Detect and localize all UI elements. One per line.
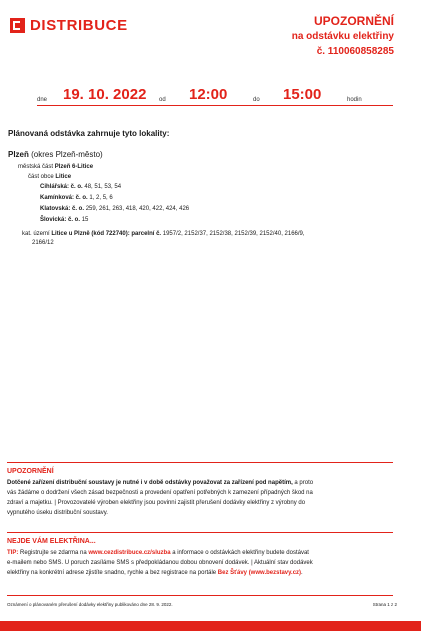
street-numbers: 1, 2, 5, 6 — [89, 195, 113, 201]
localities-intro: Plánovaná odstávka zahrnuje tyto lokality: — [8, 129, 170, 138]
to-label: do — [253, 97, 260, 103]
notice-subtitle: na odstávku elektřiny — [291, 31, 394, 42]
tip-text — [7, 548, 395, 578]
cez-distribuce-logo — [10, 17, 128, 34]
date-row-underline — [37, 105, 393, 106]
tip-line2: e-mailem nebo SMS. U poruch zasíláme SMS s předpokládanou dobou obnovení dodávek. | Aktuální stav dodávek — [7, 560, 313, 566]
outage-date-row — [37, 86, 393, 106]
hours-label: hodin — [347, 97, 362, 103]
tip-line1-a: Registrujte se zdarma na — [20, 550, 87, 556]
warning-divider — [7, 462, 393, 463]
publication-note: Oznámení o plánovaném přerušení dodávky elektřiny publikováno dne 28. 9. 2022. — [7, 602, 173, 607]
tip-line3-a: elektřiny na konkrétní adrese zjistíte snadno, rychle a bez registrace na portále — [7, 570, 217, 576]
from-label: od — [159, 97, 166, 103]
street-numbers: 259, 261, 263, 418, 420, 422, 424, 426 — [85, 206, 190, 212]
district-name: Plzeň 6-Litice — [54, 164, 94, 170]
street-row — [40, 217, 88, 223]
date-label: dne — [37, 97, 48, 103]
part-line — [28, 174, 71, 180]
kat-name: Litice u Plzně — [51, 231, 90, 237]
street-row — [40, 195, 113, 201]
street-numbers: 15 — [81, 217, 89, 223]
cadastral-area-block — [22, 230, 392, 248]
bezstavy-link[interactable]: Bez Šťávy (www.bezstavy.cz) — [217, 570, 302, 576]
street-name: Cihlářská: č. o. — [40, 184, 83, 190]
tip-title: NEJDE VÁM ELEKTŘINA... — [7, 538, 96, 545]
outage-date: 19. 10. 2022 — [63, 86, 147, 103]
kat-prefix: kat. území — [22, 231, 50, 237]
warning-line3: zdraví a majetku. | Provozovatelé výroben elektřiny jsou povinni zajistit přerušení dodávky elektřiny z výrobny do — [7, 500, 306, 506]
kat-parcels-line2: 2166/12 — [32, 240, 54, 246]
tip-line3-end: . — [301, 570, 303, 576]
time-to: 15:00 — [283, 86, 322, 103]
kat-parcels-line1: 1957/2, 2152/37, 2152/38, 2152/39, 2152/40, 2166/9, — [162, 231, 305, 237]
cez-service-link[interactable]: www.cezdistribuce.cz/sluzba — [88, 550, 171, 556]
city-name: Plzeň — [8, 150, 29, 159]
district-prefix: městská část — [18, 164, 54, 170]
kat-code: (kód 722740): parcelní č. — [91, 231, 162, 237]
warning-bold-text: Dotčené zařízení distribuční soustavy je nutné i v době odstávky považovat za zařízení pod napětím, — [7, 480, 293, 486]
time-from: 12:00 — [189, 86, 228, 103]
street-name: Šlovická: č. o. — [40, 217, 81, 223]
page-number: Strana 1 z 2 — [372, 602, 397, 607]
warning-line2: vás žádáme o dodržení všech zásad bezpečnosti a provedení opatření potřebných k zamezení případných škod na — [7, 490, 313, 496]
tip-line1-b: a informace o odstávkách elektřiny budete dostávat — [172, 550, 309, 556]
street-name: Kamínková: č. o. — [40, 195, 88, 201]
logo-text: DISTRIBUCE — [30, 17, 128, 34]
bottom-brand-bar — [0, 621, 421, 631]
street-row — [40, 184, 121, 190]
notice-title-block — [292, 14, 394, 59]
warning-text — [7, 478, 395, 518]
street-row — [40, 206, 189, 212]
footer-divider — [7, 595, 393, 596]
warning-line4: vypnutého úseku distribuční soustavy. — [7, 510, 108, 516]
district-line — [18, 164, 93, 170]
cez-logo-icon — [10, 18, 25, 33]
part-prefix: část obce — [28, 174, 54, 180]
street-name: Klatovská: č. o. — [40, 206, 85, 212]
city-line — [8, 150, 103, 159]
street-numbers: 48, 51, 53, 54 — [84, 184, 122, 190]
city-district: (okres Plzeň-město) — [31, 150, 103, 159]
tip-divider — [7, 532, 393, 533]
notice-number: č. 110060858285 — [316, 46, 394, 57]
tip-label: TIP: — [7, 550, 19, 556]
notice-title: UPOZORNĚNÍ — [313, 14, 394, 28]
part-name: Litice — [55, 174, 72, 180]
warning-line1-rest: a proto — [294, 480, 314, 486]
warning-title: UPOZORNĚNÍ — [7, 468, 54, 475]
